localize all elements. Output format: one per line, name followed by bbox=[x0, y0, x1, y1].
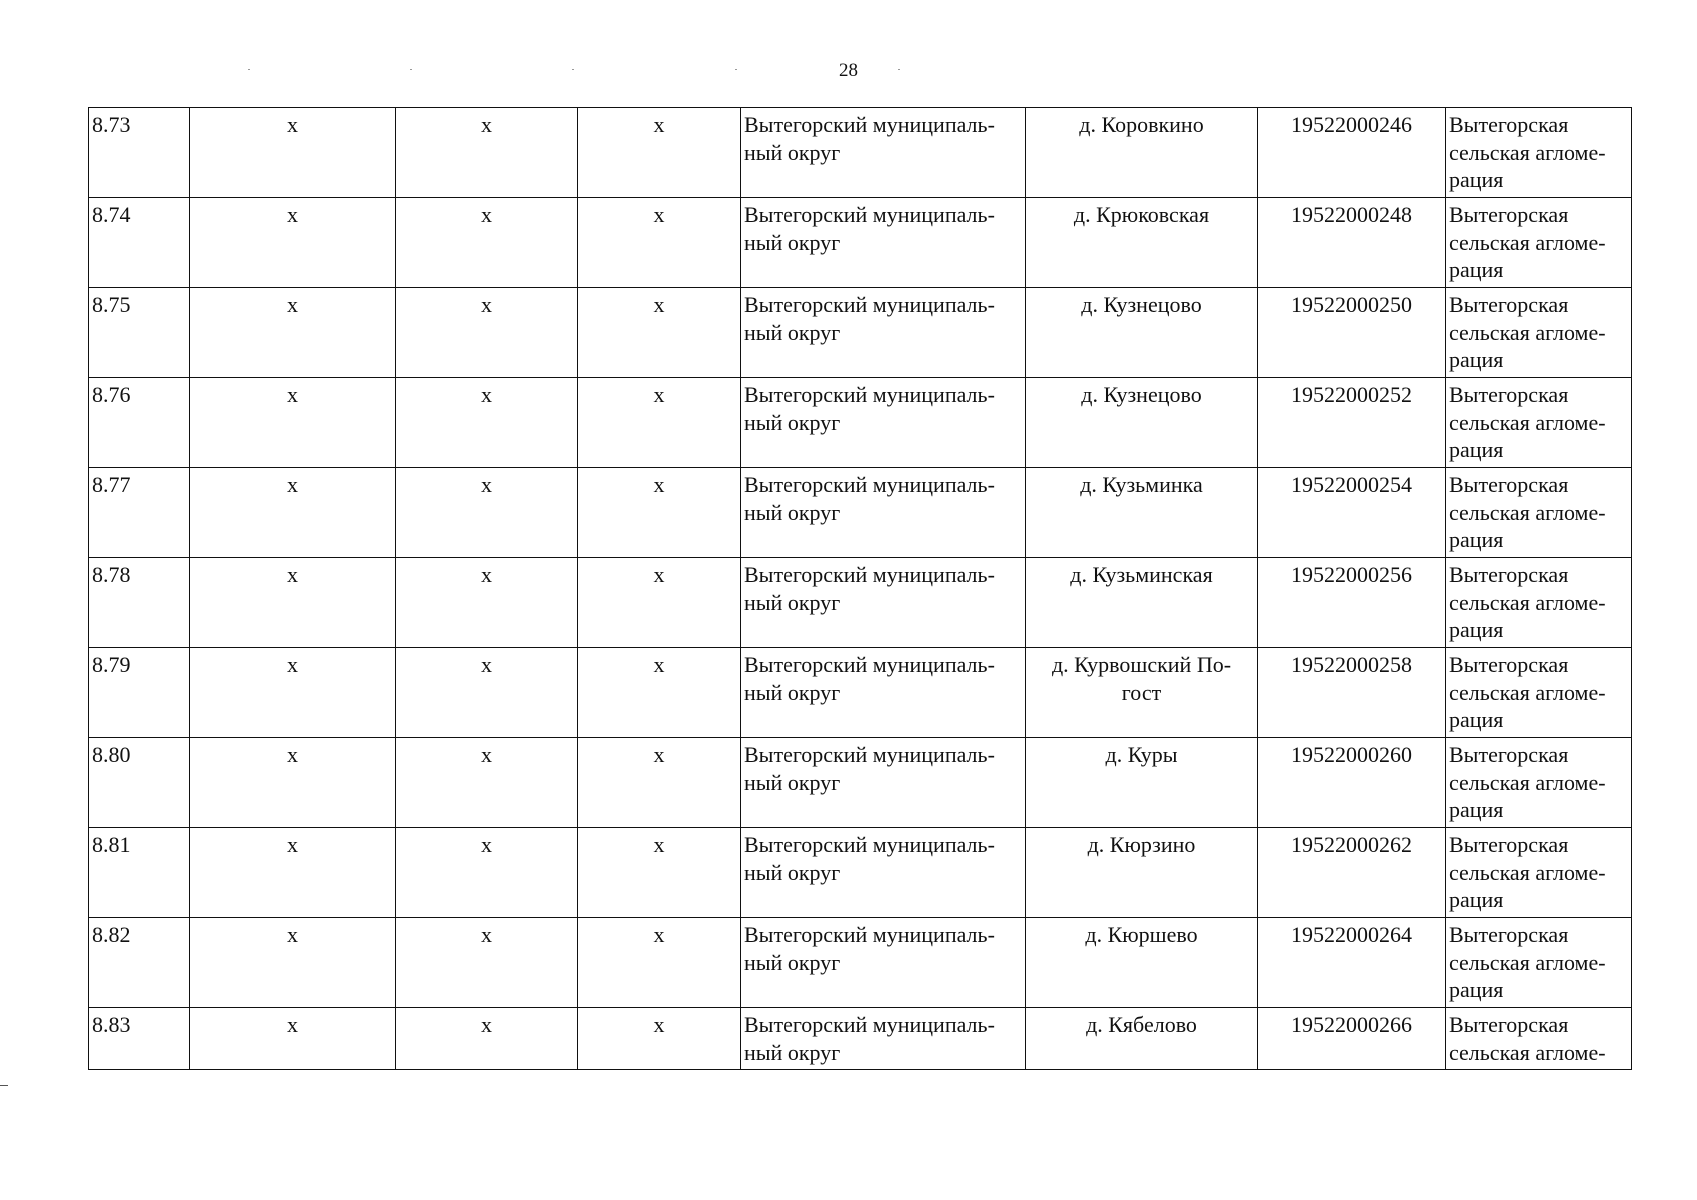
x-mark-col2 bbox=[396, 738, 578, 828]
municipality-cell-text: Вытегорский муниципаль- bbox=[744, 382, 995, 407]
agglomeration-cell bbox=[1446, 1008, 1632, 1070]
x-mark-col1 bbox=[190, 198, 396, 288]
x-mark-col3-text: х bbox=[653, 562, 665, 587]
municipality-cell bbox=[741, 378, 1026, 468]
scan-dot bbox=[410, 69, 412, 70]
x-mark-col3 bbox=[578, 288, 741, 378]
agglomeration-cell-text: Вытегорская bbox=[1449, 202, 1569, 227]
settlement-cell-text: д. Куры bbox=[1105, 742, 1178, 767]
settlement-cell-text: д. Крюковская bbox=[1073, 202, 1210, 227]
municipality-cell-text: ный округ bbox=[744, 589, 841, 615]
agglomeration-cell-text: рация bbox=[1449, 797, 1504, 822]
x-mark-col1-text: х bbox=[287, 1012, 298, 1037]
table-row bbox=[89, 828, 1632, 918]
x-mark-col3 bbox=[578, 108, 741, 198]
oktmo-code-cell bbox=[1258, 738, 1446, 828]
settlements-table bbox=[88, 107, 1632, 1070]
x-mark-col2-text: х bbox=[481, 292, 492, 317]
agglomeration-cell-text: рация bbox=[1449, 167, 1504, 192]
settlement-cell-text: д. Кюршево bbox=[1085, 922, 1198, 947]
agglomeration-cell-text: рация bbox=[1449, 347, 1504, 372]
x-mark-col3 bbox=[578, 198, 741, 288]
municipality-cell-text: Вытегорский муниципаль- bbox=[744, 832, 995, 857]
table-row bbox=[89, 1008, 1632, 1070]
x-mark-col3 bbox=[578, 738, 741, 828]
x-mark-col2 bbox=[396, 108, 578, 198]
municipality-cell-text: Вытегорский муниципаль- bbox=[744, 742, 995, 767]
agglomeration-cell-text: Вытегорская bbox=[1449, 1012, 1569, 1037]
x-mark-col3-text: х bbox=[653, 742, 665, 767]
row-number-text: 8.75 bbox=[92, 292, 131, 317]
x-mark-col1 bbox=[190, 648, 396, 738]
oktmo-code-cell bbox=[1258, 648, 1446, 738]
x-mark-col2-text: х bbox=[481, 112, 492, 137]
municipality-cell-text: ный округ bbox=[744, 1039, 841, 1065]
settlement-cell-text: д. Кузьминка bbox=[1080, 472, 1203, 497]
agglomeration-cell-text: рация bbox=[1449, 257, 1504, 282]
settlement-cell bbox=[1026, 918, 1258, 1008]
x-mark-col3-text: х bbox=[653, 292, 665, 317]
x-mark-col1 bbox=[190, 828, 396, 918]
x-mark-col1 bbox=[190, 558, 396, 648]
oktmo-code-cell-text: 19522000258 bbox=[1291, 652, 1412, 677]
row-number-text: 8.74 bbox=[92, 202, 131, 227]
municipality-cell-text: ный округ bbox=[744, 769, 841, 795]
settlement-cell bbox=[1026, 738, 1258, 828]
municipality-cell-text: Вытегорский муниципаль- bbox=[744, 1012, 995, 1037]
agglomeration-cell-text: Вытегорская bbox=[1449, 292, 1569, 317]
agglomeration-cell-text: Вытегорская bbox=[1449, 742, 1569, 767]
municipality-cell-text: Вытегорский муниципаль- bbox=[744, 292, 995, 317]
x-mark-col3-text: х bbox=[653, 202, 665, 227]
agglomeration-cell bbox=[1446, 918, 1632, 1008]
row-number-text: 8.83 bbox=[92, 1012, 131, 1037]
x-mark-col3 bbox=[578, 468, 741, 558]
agglomeration-cell-text: Вытегорская bbox=[1449, 922, 1569, 947]
table-body bbox=[89, 108, 1632, 1070]
x-mark-col1-text: х bbox=[287, 652, 298, 677]
agglomeration-cell-text: Вытегорская bbox=[1449, 562, 1569, 587]
oktmo-code-cell-text: 19522000252 bbox=[1291, 382, 1412, 407]
oktmo-code-cell-text: 19522000262 bbox=[1291, 832, 1412, 857]
agglomeration-cell-text: сельская агломе- bbox=[1449, 589, 1606, 615]
x-mark-col1-text: х bbox=[287, 922, 298, 947]
table-row bbox=[89, 288, 1632, 378]
agglomeration-cell bbox=[1446, 288, 1632, 378]
x-mark-col2-text: х bbox=[481, 922, 492, 947]
agglomeration-cell-text: сельская агломе- bbox=[1449, 229, 1606, 255]
municipality-cell bbox=[741, 288, 1026, 378]
table-row bbox=[89, 468, 1632, 558]
x-mark-col2-text: х bbox=[481, 202, 492, 227]
scan-dot bbox=[248, 69, 250, 70]
municipality-cell-text: ный округ bbox=[744, 139, 841, 165]
row-number bbox=[89, 738, 190, 828]
settlement-cell bbox=[1026, 198, 1258, 288]
municipality-cell-text: ный округ bbox=[744, 319, 841, 345]
agglomeration-cell-text: сельская агломе- bbox=[1449, 1039, 1606, 1065]
row-number bbox=[89, 1008, 190, 1070]
x-mark-col3 bbox=[578, 648, 741, 738]
x-mark-col3-text: х bbox=[653, 922, 665, 947]
settlement-cell-text: д. Кябелово bbox=[1086, 1012, 1197, 1037]
agglomeration-cell-text: Вытегорская bbox=[1449, 832, 1569, 857]
agglomeration-cell bbox=[1446, 378, 1632, 468]
agglomeration-cell-text: рация bbox=[1449, 527, 1504, 552]
agglomeration-cell-text: сельская агломе- bbox=[1449, 319, 1606, 345]
agglomeration-cell-text: сельская агломе- bbox=[1449, 409, 1606, 435]
oktmo-code-cell-text: 19522000254 bbox=[1291, 472, 1412, 497]
municipality-cell bbox=[741, 648, 1026, 738]
x-mark-col1 bbox=[190, 288, 396, 378]
x-mark-col2 bbox=[396, 648, 578, 738]
oktmo-code-cell-text: 19522000264 bbox=[1291, 922, 1412, 947]
agglomeration-cell-text: рация bbox=[1449, 617, 1504, 642]
table-row bbox=[89, 378, 1632, 468]
agglomeration-cell bbox=[1446, 108, 1632, 198]
municipality-cell-text: Вытегорский муниципаль- bbox=[744, 112, 995, 137]
agglomeration-cell bbox=[1446, 198, 1632, 288]
agglomeration-cell-text: рация bbox=[1449, 707, 1504, 732]
table-row bbox=[89, 108, 1632, 198]
agglomeration-cell-text: рация bbox=[1449, 887, 1504, 912]
settlement-cell bbox=[1026, 1008, 1258, 1070]
row-number bbox=[89, 828, 190, 918]
x-mark-col2 bbox=[396, 558, 578, 648]
oktmo-code-cell bbox=[1258, 558, 1446, 648]
oktmo-code-cell bbox=[1258, 198, 1446, 288]
x-mark-col1 bbox=[190, 1008, 396, 1070]
x-mark-col1-text: х bbox=[287, 112, 298, 137]
row-number-text: 8.82 bbox=[92, 922, 131, 947]
oktmo-code-cell bbox=[1258, 1008, 1446, 1070]
row-number bbox=[89, 468, 190, 558]
agglomeration-cell-text: сельская агломе- bbox=[1449, 949, 1606, 975]
settlement-cell-text: гост bbox=[1121, 679, 1162, 705]
settlement-cell-text: д. Курвошский По- bbox=[1051, 652, 1232, 677]
settlement-cell-text: д. Коровкино bbox=[1079, 112, 1204, 137]
municipality-cell bbox=[741, 558, 1026, 648]
x-mark-col2-text: х bbox=[481, 652, 492, 677]
agglomeration-cell-text: Вытегорская bbox=[1449, 472, 1569, 497]
oktmo-code-cell bbox=[1258, 918, 1446, 1008]
x-mark-col3 bbox=[578, 918, 741, 1008]
x-mark-col3 bbox=[578, 378, 741, 468]
oktmo-code-cell bbox=[1258, 288, 1446, 378]
x-mark-col1-text: х bbox=[287, 292, 298, 317]
oktmo-code-cell bbox=[1258, 468, 1446, 558]
scan-dot bbox=[735, 69, 737, 70]
x-mark-col2 bbox=[396, 378, 578, 468]
oktmo-code-cell bbox=[1258, 108, 1446, 198]
x-mark-col2-text: х bbox=[481, 1012, 492, 1037]
x-mark-col2 bbox=[396, 918, 578, 1008]
x-mark-col2-text: х bbox=[481, 742, 492, 767]
x-mark-col2 bbox=[396, 468, 578, 558]
municipality-cell bbox=[741, 828, 1026, 918]
x-mark-col1-text: х bbox=[287, 472, 298, 497]
page-number: 28 bbox=[839, 60, 858, 81]
x-mark-col2 bbox=[396, 288, 578, 378]
x-mark-col3-text: х bbox=[653, 832, 665, 857]
x-mark-col2 bbox=[396, 1008, 578, 1070]
x-mark-col3-text: х bbox=[653, 382, 665, 407]
settlement-cell-text: д. Кузнецово bbox=[1081, 382, 1202, 407]
oktmo-code-cell-text: 19522000246 bbox=[1291, 112, 1412, 137]
scan-dot bbox=[572, 69, 574, 70]
settlement-cell bbox=[1026, 288, 1258, 378]
row-number-text: 8.73 bbox=[92, 112, 131, 137]
x-mark-col2-text: х bbox=[481, 382, 492, 407]
oktmo-code-cell-text: 19522000266 bbox=[1291, 1012, 1412, 1037]
municipality-cell-text: Вытегорский муниципаль- bbox=[744, 472, 995, 497]
agglomeration-cell-text: Вытегорская bbox=[1449, 382, 1569, 407]
municipality-cell-text: Вытегорский муниципаль- bbox=[744, 562, 995, 587]
oktmo-code-cell-text: 19522000248 bbox=[1291, 202, 1412, 227]
municipality-cell-text: Вытегорский муниципаль- bbox=[744, 922, 995, 947]
x-mark-col3 bbox=[578, 1008, 741, 1070]
municipality-cell-text: ный округ bbox=[744, 679, 841, 705]
row-number bbox=[89, 198, 190, 288]
agglomeration-cell bbox=[1446, 648, 1632, 738]
agglomeration-cell bbox=[1446, 558, 1632, 648]
agglomeration-cell-text: Вытегорская bbox=[1449, 112, 1569, 137]
row-number-text: 8.78 bbox=[92, 562, 131, 587]
table-row bbox=[89, 198, 1632, 288]
municipality-cell bbox=[741, 108, 1026, 198]
x-mark-col1-text: х bbox=[287, 202, 298, 227]
settlement-cell bbox=[1026, 378, 1258, 468]
row-number bbox=[89, 108, 190, 198]
x-mark-col1 bbox=[190, 468, 396, 558]
x-mark-col3-text: х bbox=[653, 472, 665, 497]
municipality-cell-text: Вытегорский муниципаль- bbox=[744, 652, 995, 677]
x-mark-col1-text: х bbox=[287, 562, 298, 587]
x-mark-col2-text: х bbox=[481, 472, 492, 497]
row-number bbox=[89, 378, 190, 468]
agglomeration-cell-text: сельская агломе- bbox=[1449, 859, 1606, 885]
row-number-text: 8.76 bbox=[92, 382, 131, 407]
row-number bbox=[89, 558, 190, 648]
agglomeration-cell-text: сельская агломе- bbox=[1449, 679, 1606, 705]
municipality-cell bbox=[741, 468, 1026, 558]
municipality-cell-text: ный округ bbox=[744, 229, 841, 255]
municipality-cell-text: ный округ bbox=[744, 859, 841, 885]
x-mark-col2 bbox=[396, 198, 578, 288]
x-mark-col2 bbox=[396, 828, 578, 918]
row-number-text: 8.77 bbox=[92, 472, 131, 497]
agglomeration-cell bbox=[1446, 738, 1632, 828]
settlement-cell-text: д. Кюрзино bbox=[1087, 832, 1196, 857]
x-mark-col1-text: х bbox=[287, 742, 298, 767]
table-row bbox=[89, 648, 1632, 738]
x-mark-col2-text: х bbox=[481, 562, 492, 587]
row-number bbox=[89, 918, 190, 1008]
agglomeration-cell-text: сельская агломе- bbox=[1449, 769, 1606, 795]
table-row bbox=[89, 918, 1632, 1008]
oktmo-code-cell bbox=[1258, 828, 1446, 918]
row-number-text: 8.80 bbox=[92, 742, 131, 767]
x-mark-col1 bbox=[190, 738, 396, 828]
oktmo-code-cell-text: 19522000250 bbox=[1291, 292, 1412, 317]
municipality-cell bbox=[741, 918, 1026, 1008]
x-mark-col3-text: х bbox=[653, 1012, 665, 1037]
table-row bbox=[89, 738, 1632, 828]
municipality-cell-text: ный округ bbox=[744, 409, 841, 435]
agglomeration-cell-text: сельская агломе- bbox=[1449, 499, 1606, 525]
row-number bbox=[89, 648, 190, 738]
x-mark-col3-text: х bbox=[653, 652, 665, 677]
agglomeration-cell-text: рация bbox=[1449, 977, 1504, 1002]
municipality-cell bbox=[741, 738, 1026, 828]
settlement-cell bbox=[1026, 828, 1258, 918]
settlement-cell bbox=[1026, 558, 1258, 648]
x-mark-col1 bbox=[190, 918, 396, 1008]
x-mark-col1-text: х bbox=[287, 382, 298, 407]
agglomeration-cell-text: Вытегорская bbox=[1449, 652, 1569, 677]
row-number bbox=[89, 288, 190, 378]
oktmo-code-cell bbox=[1258, 378, 1446, 468]
settlement-cell bbox=[1026, 468, 1258, 558]
row-number-text: 8.81 bbox=[92, 832, 131, 857]
x-mark-col1-text: х bbox=[287, 832, 298, 857]
x-mark-col2-text: х bbox=[481, 832, 492, 857]
table-row bbox=[89, 558, 1632, 648]
x-mark-col3 bbox=[578, 558, 741, 648]
municipality-cell bbox=[741, 1008, 1026, 1070]
settlement-cell bbox=[1026, 108, 1258, 198]
agglomeration-cell-text: сельская агломе- bbox=[1449, 139, 1606, 165]
municipality-cell-text: Вытегорский муниципаль- bbox=[744, 202, 995, 227]
municipality-cell-text: ный округ bbox=[744, 949, 841, 975]
municipality-cell bbox=[741, 198, 1026, 288]
agglomeration-cell bbox=[1446, 468, 1632, 558]
oktmo-code-cell-text: 19522000256 bbox=[1291, 562, 1412, 587]
agglomeration-cell bbox=[1446, 828, 1632, 918]
row-number-text: 8.79 bbox=[92, 652, 131, 677]
scan-dot bbox=[898, 69, 900, 70]
x-mark-col3 bbox=[578, 828, 741, 918]
x-mark-col1 bbox=[190, 378, 396, 468]
x-mark-col1 bbox=[190, 108, 396, 198]
scan-margin-mark bbox=[0, 1085, 8, 1086]
agglomeration-cell-text: рация bbox=[1449, 437, 1504, 462]
settlement-cell bbox=[1026, 648, 1258, 738]
municipality-cell-text: ный округ bbox=[744, 499, 841, 525]
settlement-cell-text: д. Кузьминская bbox=[1070, 562, 1213, 587]
oktmo-code-cell-text: 19522000260 bbox=[1291, 742, 1412, 767]
settlement-cell-text: д. Кузнецово bbox=[1081, 292, 1202, 317]
x-mark-col3-text: х bbox=[653, 112, 665, 137]
